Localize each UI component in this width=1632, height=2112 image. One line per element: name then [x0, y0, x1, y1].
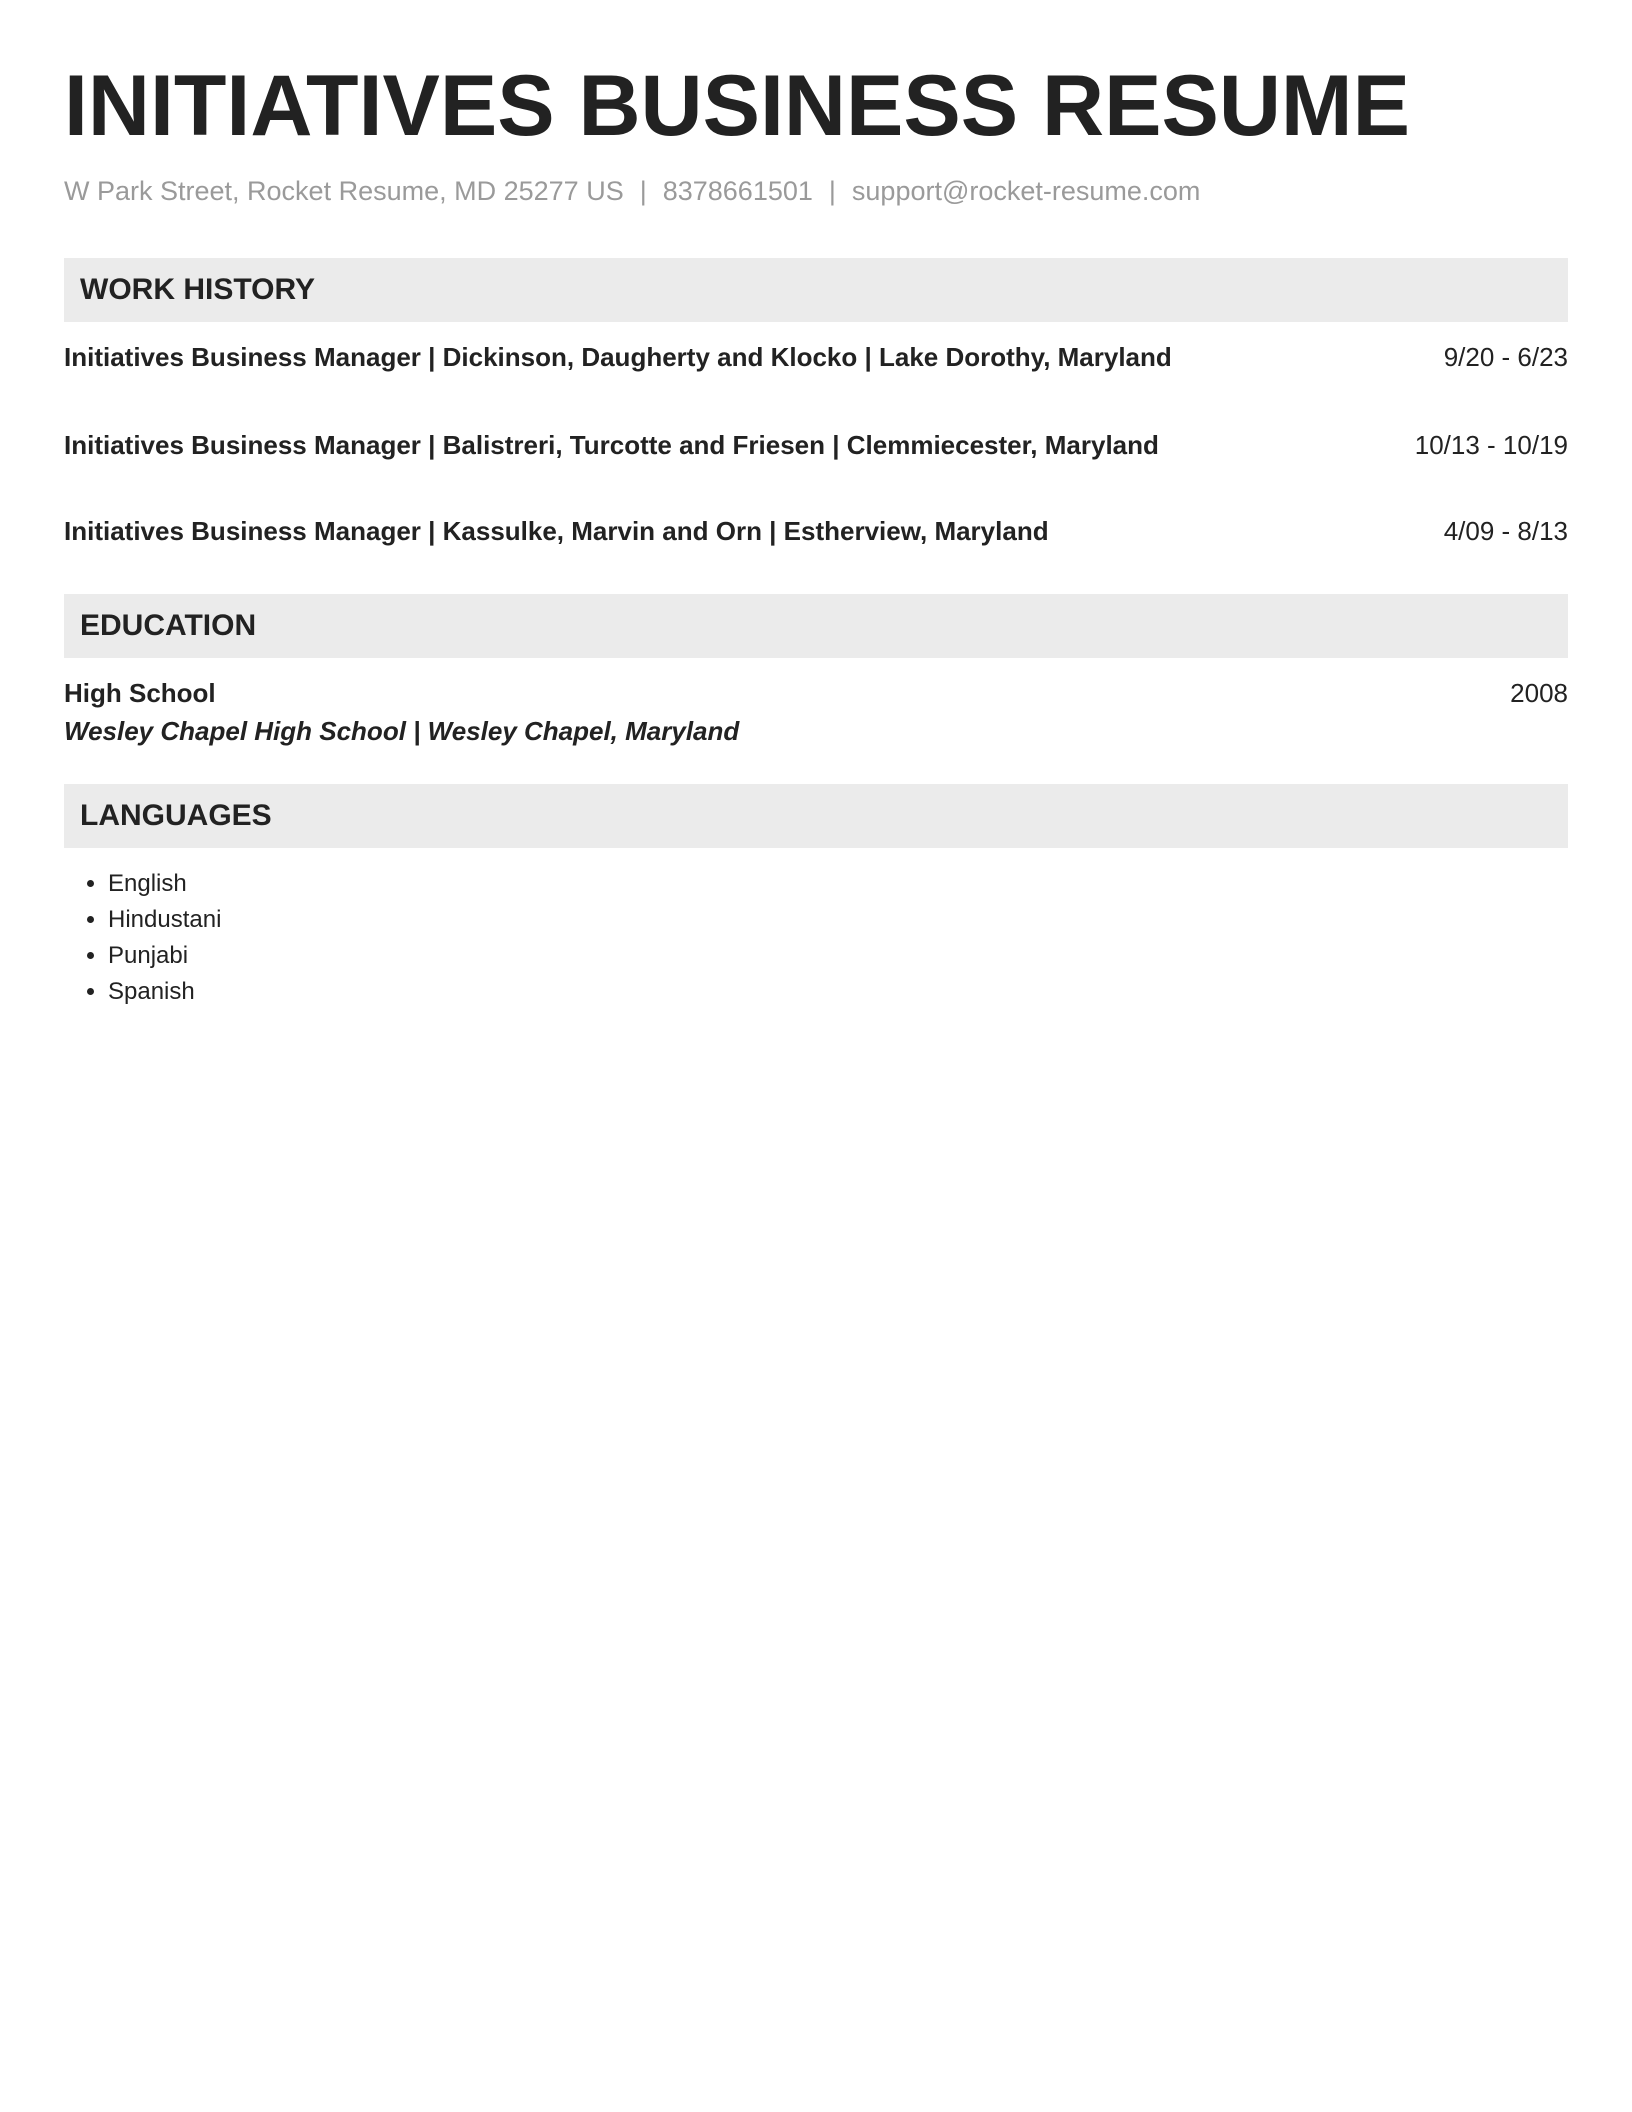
job-dates: 9/20 - 6/23: [1443, 342, 1568, 372]
job-title: Initiatives Business Manager | Balistreri, Turcotte and Friesen | Clemmiecester, Maryland: [64, 430, 1159, 460]
education-degree: High School: [64, 678, 216, 708]
language-item: • English: [108, 866, 1568, 902]
education-year: 2008: [1510, 678, 1568, 708]
language-item: • Spanish: [108, 974, 1568, 1010]
contact-separator: |: [828, 176, 836, 206]
job-entry: [64, 514, 1568, 548]
language-item: • Punjabi: [108, 938, 1568, 974]
resume-title: INITIATIVES BUSINESS RESUME: [64, 58, 1410, 154]
contact-line: [64, 174, 1568, 208]
education-school: Wesley Chapel High School | Wesley Chapel, Maryland: [64, 716, 740, 746]
job-title: Initiatives Business Manager | Dickinson, Daugherty and Klocko | Lake Dorothy, Maryland: [64, 342, 1172, 372]
job-dates: 10/13 - 10/19: [1414, 430, 1568, 460]
section-header-work-history: WORK HISTORY: [64, 258, 1568, 322]
job-dates: 4/09 - 8/13: [1443, 516, 1568, 546]
contact-email: support@rocket-resume.com: [851, 176, 1201, 206]
contact-phone: 8378661501: [662, 176, 813, 206]
resume-page: [64, 56, 1568, 1010]
languages-list: [64, 866, 1568, 1010]
job-title: Initiatives Business Manager | Kassulke, Marvin and Orn | Estherview, Maryland: [64, 516, 1049, 546]
section-header-languages: LANGUAGES: [64, 784, 1568, 848]
contact-address: W Park Street, Rocket Resume, MD 25277 US: [64, 176, 624, 206]
job-entry: [64, 340, 1568, 374]
job-entry: [64, 428, 1568, 462]
language-item: • Hindustani: [108, 902, 1568, 938]
education-entry: [64, 676, 1568, 710]
section-header-education: EDUCATION: [64, 594, 1568, 658]
contact-separator: |: [639, 176, 647, 206]
